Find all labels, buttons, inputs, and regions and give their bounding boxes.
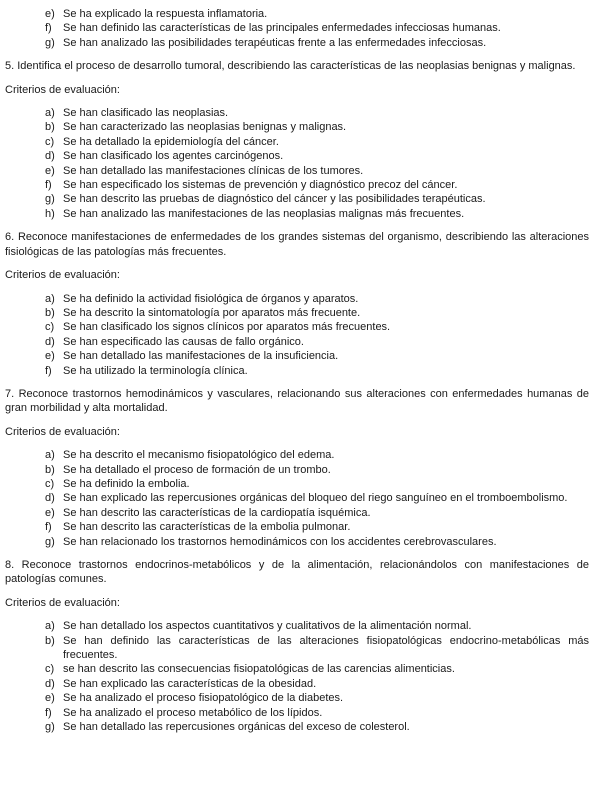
- criteria-item-text: Se han caracterizado las neoplasias benignas y malignas.: [63, 121, 347, 134]
- criteria-list: [5, 292, 589, 378]
- criteria-item-text: Se han explicado las características de la obesidad.: [63, 677, 317, 690]
- criteria-item-text: Se han detallado las repercusiones orgánicas del exceso de colesterol.: [63, 721, 410, 734]
- criteria-item-text: Se ha detallado la epidemiología del cáncer.: [63, 135, 279, 148]
- criteria-item: [5, 463, 589, 477]
- criteria-heading: Criterios de evaluación:: [5, 425, 120, 438]
- criteria-item-label: a): [45, 107, 55, 120]
- criteria-item-text: Se han descrito las pruebas de diagnóstico del cáncer y las posibilidades terapéuticas.: [63, 193, 486, 206]
- learning-outcome-paragraph: 7. Reconoce trastornos hemodinámicos y vasculares, relacionando sus alteraciones con enfermedades humanas de gran morbilidad y alta mortalidad.: [5, 387, 589, 415]
- criteria-item: [5, 520, 589, 534]
- criteria-item-label: d): [45, 150, 55, 163]
- criteria-list: [5, 619, 589, 734]
- criteria-item: [5, 120, 589, 134]
- learning-outcome-paragraph: 6. Reconoce manifestaciones de enfermedades de los grandes sistemas del organismo, describiendo las alteraciones fisiológicas de las patologías más frecuentes.: [5, 231, 589, 258]
- criteria-item-text: se han descrito las consecuencias fisiopatológicas de las carencias alimenticias.: [63, 663, 455, 676]
- learning-outcome-paragraph: 5. Identifica el proceso de desarrollo tumoral, describiendo las características de las neoplasias benignas y malignas.: [5, 60, 576, 73]
- criteria-item-label: e): [45, 350, 55, 363]
- criteria-item-label: f): [45, 706, 52, 719]
- criteria-item-text: Se han definido las características de las alteraciones fisiopatológicas endocrino-metabólicas más frecuentes.: [63, 634, 589, 662]
- criteria-item: [5, 306, 589, 320]
- criteria-item-label: e): [45, 8, 55, 20]
- criteria-item: [5, 535, 589, 549]
- criteria-item-text: Se han descrito las características de la cardiopatía isquémica.: [63, 506, 371, 519]
- criteria-item-label: a): [45, 449, 55, 462]
- criteria-item: [5, 192, 589, 206]
- criteria-item-label: a): [45, 292, 55, 305]
- criteria-item: [5, 320, 589, 334]
- criteria-item-label: e): [45, 692, 55, 705]
- criteria-item-label: b): [45, 463, 55, 476]
- criteria-item-label: a): [45, 620, 55, 633]
- criteria-item-label: c): [45, 135, 55, 148]
- criteria-item: [5, 106, 589, 120]
- criteria-item: [5, 691, 589, 705]
- learning-outcome-paragraph: 8. Reconoce trastornos endocrinos-metabólicos y de la alimentación, relacionándolos con manifestaciones de patologías comunes.: [5, 559, 589, 586]
- criteria-item: [5, 349, 589, 363]
- criteria-item-text: Se han analizado las manifestaciones de las neoplasias malignas más frecuentes.: [63, 207, 465, 220]
- criteria-item-label: g): [45, 36, 55, 49]
- criteria-item: [5, 720, 589, 734]
- criteria-item: [5, 506, 589, 520]
- criteria-item: [5, 477, 589, 491]
- criteria-item: [5, 149, 589, 163]
- criteria-item-text: Se ha analizado el proceso fisiopatológico de la diabetes.: [63, 692, 344, 705]
- criteria-item: [5, 178, 589, 192]
- criteria-item: [5, 448, 589, 462]
- criteria-item: [5, 135, 589, 149]
- criteria-item-label: c): [45, 321, 55, 334]
- criteria-item-label: d): [45, 677, 55, 690]
- criteria-item-text: Se ha explicado la respuesta inflamatoria.: [63, 8, 268, 20]
- criteria-item: [5, 706, 589, 720]
- criteria-heading: Criterios de evaluación:: [5, 83, 120, 96]
- criteria-item-label: c): [45, 477, 55, 490]
- criteria-item: [5, 364, 589, 378]
- criteria-item-text: Se han explicado las repercusiones orgánicas del bloqueo del riego sanguíneo en el tromboembolismo.: [63, 492, 568, 505]
- criteria-item: [5, 21, 589, 35]
- criteria-item: [5, 207, 589, 221]
- criteria-item-label: f): [45, 179, 52, 192]
- criteria-item-text: Se han descrito las características de la embolia pulmonar.: [63, 521, 351, 534]
- criteria-item-text: Se ha definido la embolia.: [63, 477, 190, 490]
- criteria-item-text: Se han clasificado los signos clínicos por aparatos más frecuentes.: [63, 321, 391, 334]
- criteria-item-text: Se ha analizado el proceso metabólico de los lípidos.: [63, 706, 323, 719]
- criteria-item-label: f): [45, 521, 52, 534]
- criteria-item-text: Se han clasificado los agentes carcinógenos.: [63, 150, 284, 163]
- criteria-item-label: c): [45, 663, 55, 676]
- criteria-item-label: e): [45, 506, 55, 519]
- criteria-item-text: Se han detallado las manifestaciones de la insuficiencia.: [63, 350, 339, 363]
- criteria-item: [5, 662, 589, 676]
- criteria-item-text: Se ha detallado el proceso de formación de un trombo.: [63, 463, 331, 476]
- criteria-item-text: Se han detallado las manifestaciones clínicas de los tumores.: [63, 164, 364, 177]
- criteria-item: [5, 36, 589, 50]
- criteria-item-label: h): [45, 207, 55, 220]
- criteria-item-label: b): [45, 634, 55, 647]
- criteria-item-label: d): [45, 492, 55, 505]
- criteria-item: [5, 619, 589, 633]
- criteria-item-text: Se ha descrito la sintomatología por aparatos más frecuente.: [63, 306, 361, 319]
- criteria-item-text: Se ha utilizado la terminología clínica.: [63, 364, 248, 377]
- criteria-list: [5, 448, 589, 549]
- criteria-item: [5, 634, 589, 663]
- criteria-item-text: Se han analizado las posibilidades terapéuticas frente a las enfermedades infecciosas.: [63, 36, 487, 49]
- criteria-list: [5, 106, 589, 221]
- criteria-item-text: Se han relacionado los trastornos hemodinámicos con los accidentes cerebrovasculares.: [63, 535, 497, 548]
- criteria-item-text: Se han definido las características de las principales enfermedades infecciosas humanas.: [63, 22, 501, 35]
- criteria-item-label: f): [45, 364, 52, 377]
- criteria-item-text: Se han especificado los sistemas de prevención y diagnóstico precoz del cáncer.: [63, 179, 458, 192]
- criteria-item-text: Se han clasificado las neoplasias.: [63, 107, 229, 120]
- criteria-item-label: g): [45, 193, 55, 206]
- criteria-item: [5, 164, 589, 178]
- criteria-item-text: Se han detallado los aspectos cuantitativos y cualitativos de la alimentación normal.: [63, 620, 472, 633]
- criteria-item: [5, 7, 589, 21]
- criteria-item-label: e): [45, 164, 55, 177]
- criteria-item-label: g): [45, 721, 55, 734]
- criteria-list: [5, 7, 589, 50]
- criteria-item-text: Se ha descrito el mecanismo fisiopatológico del edema.: [63, 449, 335, 462]
- criteria-item: [5, 491, 589, 505]
- criteria-item-text: Se han especificado las causas de fallo orgánico.: [63, 335, 304, 348]
- criteria-item-text: Se ha definido la actividad fisiológica de órganos y aparatos.: [63, 292, 359, 305]
- criteria-item-label: g): [45, 535, 55, 548]
- criteria-item: [5, 292, 589, 306]
- criteria-item-label: b): [45, 306, 55, 319]
- criteria-heading: Criterios de evaluación:: [5, 596, 120, 609]
- criteria-item-label: f): [45, 22, 52, 35]
- criteria-item: [5, 335, 589, 349]
- criteria-item: [5, 677, 589, 691]
- criteria-item-label: b): [45, 121, 55, 134]
- criteria-item-label: d): [45, 335, 55, 348]
- criteria-heading: Criterios de evaluación:: [5, 269, 120, 282]
